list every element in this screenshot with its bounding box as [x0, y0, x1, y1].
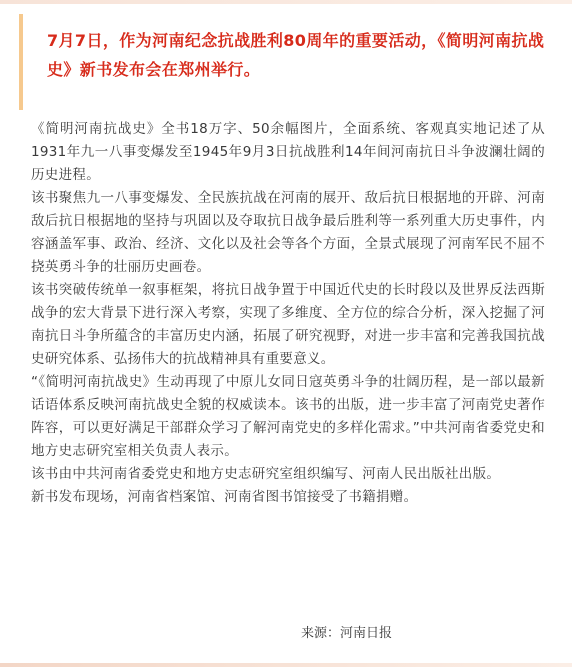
paragraph-focus: 该书聚焦九一八事变爆发、全民族抗战在河南的展开、敌后抗日根据地的开辟、河南敌后抗日根据地的坚持与巩固以及夺取抗日战争最后胜利等一系列重大历史事件，内容涵盖军事、政治、经济、文化以及社会等各个方面，全景式展现了河南军民不屈不挠英勇斗争的壮丽历史画卷。: [31, 190, 545, 275]
paragraph-approach: 该书突破传统单一叙事框架，将抗日战争置于中国近代史的长时段以及世界反法西斯战争的宏大背景下进行深入考察，实现了多维度、全方位的综合分析，深入挖掘了河南抗日斗争所蕴含的丰富历史内涵，拓展了研究视野，对进一步丰富和完善我国抗战史研究体系、弘扬伟大的抗战精神具有重要意义。: [31, 282, 545, 367]
paragraph-overview: 《简明河南抗战史》全书18万字、50余幅图片，全面系统、客观真实地记述了从1931年九一八事变爆发至1945年9月3日抗战胜利14年间河南抗日斗争波澜壮阔的历史进程。: [31, 121, 545, 183]
article-body: [31, 118, 545, 509]
paragraph-quote: “《简明河南抗战史》生动再现了中原儿女同日寇英勇斗争的壮阔历程，是一部以最新话语体系反映河南抗战史全貌的权威读本。该书的出版，进一步丰富了河南党史著作阵容，可以更好满足干部群众学习了解河南党史的多样化需求。”中共河南省委党史和地方史志研究室相关负责人表示。: [31, 374, 545, 459]
paragraph-publisher: 该书由中共河南省委党史和地方史志研究室组织编写、河南人民出版社出版。: [31, 466, 501, 482]
paragraph-donation: 新书发布现场，河南省档案馆、河南省图书馆接受了书籍捐赠。: [31, 489, 418, 505]
lead-paragraph: 7月7日，作为河南纪念抗战胜利80周年的重要活动，《简明河南抗战史》新书发布会在郑州举行。: [47, 31, 545, 79]
source-credit: 来源：河南日报: [301, 626, 393, 641]
lead-quote-block: [19, 14, 553, 110]
top-decorative-strip: [0, 0, 572, 4]
bottom-decorative-strip: [0, 663, 572, 667]
